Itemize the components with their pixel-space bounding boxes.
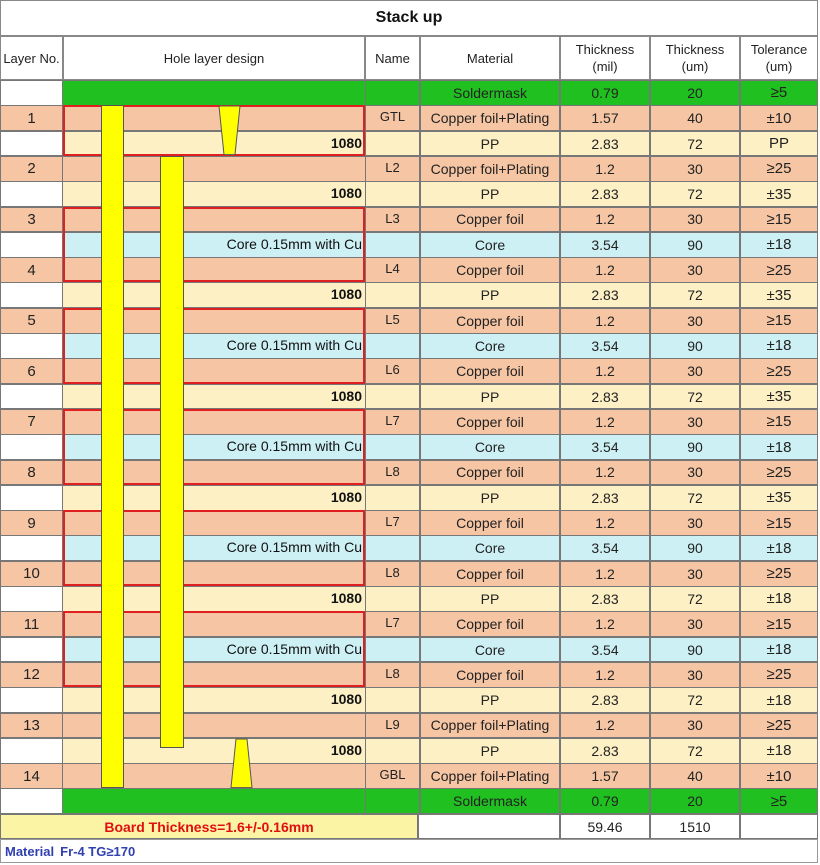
thickness-mil-cell: 1.2	[560, 713, 650, 739]
thickness-mil-cell: 2.83	[560, 687, 650, 713]
material-cell: Copper foil+Plating	[420, 763, 560, 789]
material-cell: Copper foil	[420, 611, 560, 637]
layer-name-cell: GTL	[365, 105, 420, 131]
material-cell: Copper foil+Plating	[420, 156, 560, 182]
thickness-mil-cell: 2.83	[560, 384, 650, 410]
material-cell: PP	[420, 687, 560, 713]
pp-1080-label: 1080	[330, 387, 362, 404]
layer-name-cell	[365, 738, 420, 764]
material-cell: Copper foil	[420, 207, 560, 233]
pp-1080-label: 1080	[330, 691, 362, 708]
tolerance-cell: ≥15	[740, 207, 818, 233]
buried-via	[160, 156, 184, 748]
total-thickness-um: 1510	[650, 814, 740, 839]
thickness-um-cell: 30	[650, 561, 740, 587]
through-via	[101, 105, 124, 788]
thickness-um-cell: 30	[650, 308, 740, 334]
thickness-mil-cell: 2.83	[560, 485, 650, 511]
layer-no-cell: 13	[0, 713, 63, 739]
layer-name-cell	[365, 282, 420, 308]
tolerance-cell: ±18	[740, 586, 818, 612]
thickness-um-cell: 72	[650, 181, 740, 207]
layer-no-cell: 8	[0, 460, 63, 486]
material-cell: Copper foil	[420, 662, 560, 688]
material-cell: PP	[420, 282, 560, 308]
material-cell: Copper foil	[420, 460, 560, 486]
material-cell: PP	[420, 738, 560, 764]
thickness-um-cell: 30	[650, 156, 740, 182]
layer-name-cell: L7	[365, 611, 420, 637]
thickness-mil-cell: 0.79	[560, 80, 650, 106]
tolerance-cell: ±18	[740, 687, 818, 713]
layer-name-cell	[365, 687, 420, 713]
material-cell: PP	[420, 485, 560, 511]
thickness-um-cell: 72	[650, 687, 740, 713]
thickness-um-cell: 30	[650, 207, 740, 233]
layer-name-cell: L6	[365, 358, 420, 384]
material-footer	[0, 839, 818, 863]
layer-no-cell	[0, 80, 63, 106]
total-thickness-mil: 59.46	[560, 814, 650, 839]
footer-blank-tol	[740, 814, 818, 839]
layer-no-cell: 6	[0, 358, 63, 384]
hole-design-band	[63, 80, 365, 106]
layer-name-cell: L7	[365, 510, 420, 536]
thickness-um-cell: 30	[650, 713, 740, 739]
layer-no-cell	[0, 282, 63, 308]
header-thickness-mil: Thickness (mil)	[560, 36, 650, 80]
thickness-um-cell: 90	[650, 637, 740, 663]
thickness-um-cell: 72	[650, 131, 740, 157]
material-cell: Core	[420, 333, 560, 359]
tolerance-cell: ≥5	[740, 80, 818, 106]
layer-no-cell: 10	[0, 561, 63, 587]
footer-blank	[418, 814, 560, 839]
header-hole-design: Hole layer design	[63, 36, 365, 80]
tolerance-cell: ±18	[740, 333, 818, 359]
thickness-um-cell: 30	[650, 409, 740, 435]
tolerance-cell: ±10	[740, 763, 818, 789]
layer-no-cell: 9	[0, 510, 63, 536]
tolerance-cell: ≥15	[740, 308, 818, 334]
layer-name-cell	[365, 485, 420, 511]
thickness-um-cell: 90	[650, 232, 740, 258]
layer-name-cell	[365, 384, 420, 410]
layer-name-cell: L4	[365, 257, 420, 283]
thickness-um-cell: 90	[650, 535, 740, 561]
layer-no-cell	[0, 485, 63, 511]
layer-no-cell	[0, 687, 63, 713]
thickness-mil-cell: 1.2	[560, 611, 650, 637]
thickness-mil-cell: 1.2	[560, 257, 650, 283]
thickness-mil-cell: 1.57	[560, 763, 650, 789]
header-thickness-um: Thickness (um)	[650, 36, 740, 80]
thickness-mil-cell: 3.54	[560, 535, 650, 561]
thickness-mil-cell: 1.2	[560, 409, 650, 435]
material-value: Fr-4 TG≥170	[60, 843, 136, 859]
material-cell: Core	[420, 637, 560, 663]
material-cell: Soldermask	[420, 80, 560, 106]
thickness-mil-cell: 1.2	[560, 156, 650, 182]
tolerance-cell: ±18	[740, 738, 818, 764]
tolerance-cell: ≥15	[740, 409, 818, 435]
layer-name-cell	[365, 232, 420, 258]
tolerance-cell: ≥25	[740, 713, 818, 739]
tolerance-cell: PP	[740, 131, 818, 157]
tolerance-cell: ±10	[740, 105, 818, 131]
tolerance-cell: ≥25	[740, 662, 818, 688]
pp-1080-label: 1080	[330, 741, 362, 758]
tolerance-cell: ≥25	[740, 460, 818, 486]
tolerance-cell: ≥5	[740, 788, 818, 814]
tolerance-cell: ±35	[740, 282, 818, 308]
material-cell: PP	[420, 586, 560, 612]
thickness-um-cell: 30	[650, 257, 740, 283]
layer-no-cell: 11	[0, 611, 63, 637]
thickness-um-cell: 30	[650, 460, 740, 486]
layer-name-cell: L3	[365, 207, 420, 233]
thickness-um-cell: 20	[650, 788, 740, 814]
material-cell: Copper foil+Plating	[420, 105, 560, 131]
thickness-um-cell: 20	[650, 80, 740, 106]
tolerance-cell: ≥15	[740, 510, 818, 536]
material-cell: Soldermask	[420, 788, 560, 814]
layer-no-cell: 14	[0, 763, 63, 789]
thickness-mil-cell: 3.54	[560, 637, 650, 663]
header-tolerance: Tolerance (um)	[740, 36, 818, 80]
thickness-mil-cell: 1.2	[560, 561, 650, 587]
tolerance-cell: ±18	[740, 535, 818, 561]
thickness-mil-cell: 1.2	[560, 358, 650, 384]
tolerance-cell: ±18	[740, 232, 818, 258]
tolerance-cell: ≥25	[740, 257, 818, 283]
material-cell: Copper foil+Plating	[420, 713, 560, 739]
material-cell: Core	[420, 434, 560, 460]
thickness-mil-cell: 1.2	[560, 662, 650, 688]
tolerance-cell: ≥25	[740, 358, 818, 384]
layer-no-cell	[0, 637, 63, 663]
layer-no-cell: 7	[0, 409, 63, 435]
layer-no-cell: 1	[0, 105, 63, 131]
layer-name-cell: L8	[365, 662, 420, 688]
core-label: Core 0.15mm with Cu	[226, 438, 362, 455]
material-cell: Core	[420, 535, 560, 561]
thickness-mil-cell: 3.54	[560, 434, 650, 460]
layer-name-cell: L9	[365, 713, 420, 739]
blind-via-bottom	[231, 739, 252, 788]
layer-no-cell: 3	[0, 207, 63, 233]
layer-name-cell: GBL	[365, 763, 420, 789]
material-cell: Copper foil	[420, 561, 560, 587]
layer-name-cell	[365, 434, 420, 460]
thickness-mil-cell: 1.57	[560, 105, 650, 131]
layer-name-cell: L2	[365, 156, 420, 182]
material-cell: Copper foil	[420, 308, 560, 334]
thickness-um-cell: 40	[650, 763, 740, 789]
material-cell: PP	[420, 131, 560, 157]
board-thickness: Board Thickness=1.6+/-0.16mm	[0, 814, 418, 839]
core-label: Core 0.15mm with Cu	[226, 337, 362, 353]
thickness-mil-cell: 3.54	[560, 232, 650, 258]
material-cell: Copper foil	[420, 409, 560, 435]
thickness-um-cell: 72	[650, 738, 740, 764]
thickness-mil-cell: 1.2	[560, 510, 650, 536]
material-cell: Core	[420, 232, 560, 258]
thickness-mil-cell: 1.2	[560, 308, 650, 334]
core-label: Core 0.15mm with Cu	[226, 539, 362, 556]
thickness-um-cell: 30	[650, 611, 740, 637]
thickness-mil-cell: 3.54	[560, 333, 650, 359]
pp-1080-label: 1080	[330, 134, 362, 151]
thickness-um-cell: 30	[650, 358, 740, 384]
table-title: Stack up	[0, 0, 818, 36]
blind-via-top	[219, 106, 240, 155]
thickness-um-cell: 30	[650, 510, 740, 536]
layer-name-cell	[365, 80, 420, 106]
material-cell: Copper foil	[420, 358, 560, 384]
layer-name-cell	[365, 637, 420, 663]
thickness-um-cell: 72	[650, 586, 740, 612]
thickness-um-cell: 90	[650, 434, 740, 460]
material-cell: PP	[420, 181, 560, 207]
core-label: Core 0.15mm with Cu	[226, 235, 362, 252]
pp-1080-label: 1080	[330, 185, 362, 202]
layer-no-cell	[0, 434, 63, 460]
layer-name-cell	[365, 586, 420, 612]
material-cell: Copper foil	[420, 510, 560, 536]
thickness-mil-cell: 2.83	[560, 131, 650, 157]
thickness-mil-cell: 1.2	[560, 460, 650, 486]
material-cell: Copper foil	[420, 257, 560, 283]
thickness-um-cell: 72	[650, 282, 740, 308]
layer-name-cell	[365, 131, 420, 157]
core-label: Core 0.15mm with Cu	[226, 640, 362, 657]
layer-name-cell: L5	[365, 308, 420, 334]
thickness-um-cell: 90	[650, 333, 740, 359]
thickness-um-cell: 72	[650, 384, 740, 410]
hole-design-band	[63, 788, 365, 814]
thickness-um-cell: 40	[650, 105, 740, 131]
tolerance-cell: ±35	[740, 181, 818, 207]
layer-name-cell	[365, 181, 420, 207]
layer-no-cell: 5	[0, 308, 63, 334]
thickness-mil-cell: 2.83	[560, 738, 650, 764]
tolerance-cell: ±35	[740, 485, 818, 511]
layer-no-cell: 12	[0, 662, 63, 688]
thickness-mil-cell: 1.2	[560, 207, 650, 233]
material-cell: PP	[420, 384, 560, 410]
layer-name-cell: L8	[365, 561, 420, 587]
layer-name-cell	[365, 535, 420, 561]
layer-no-cell	[0, 181, 63, 207]
layer-no-cell	[0, 131, 63, 157]
tolerance-cell: ±18	[740, 637, 818, 663]
thickness-mil-cell: 2.83	[560, 181, 650, 207]
pp-1080-label: 1080	[330, 488, 362, 505]
thickness-um-cell: 72	[650, 485, 740, 511]
header-layer-no: Layer No.	[0, 36, 63, 80]
layer-no-cell	[0, 232, 63, 258]
header-name: Name	[365, 36, 420, 80]
layer-name-cell	[365, 788, 420, 814]
layer-no-cell	[0, 586, 63, 612]
layer-no-cell	[0, 333, 63, 359]
pp-1080-label: 1080	[330, 286, 362, 303]
header-material: Material	[420, 36, 560, 80]
material-label: Material	[5, 843, 55, 859]
tolerance-cell: ±35	[740, 384, 818, 410]
layer-no-cell	[0, 788, 63, 814]
tolerance-cell: ≥25	[740, 156, 818, 182]
layer-no-cell	[0, 738, 63, 764]
layer-no-cell: 4	[0, 257, 63, 283]
tolerance-cell: ≥25	[740, 561, 818, 587]
layer-no-cell: 2	[0, 156, 63, 182]
layer-name-cell	[365, 333, 420, 359]
layer-no-cell	[0, 535, 63, 561]
pp-1080-label: 1080	[330, 590, 362, 606]
thickness-mil-cell: 0.79	[560, 788, 650, 814]
thickness-um-cell: 30	[650, 662, 740, 688]
thickness-mil-cell: 2.83	[560, 586, 650, 612]
layer-name-cell: L8	[365, 460, 420, 486]
layer-no-cell	[0, 384, 63, 410]
thickness-mil-cell: 2.83	[560, 282, 650, 308]
layer-name-cell: L7	[365, 409, 420, 435]
tolerance-cell: ≥15	[740, 611, 818, 637]
tolerance-cell: ±18	[740, 434, 818, 460]
